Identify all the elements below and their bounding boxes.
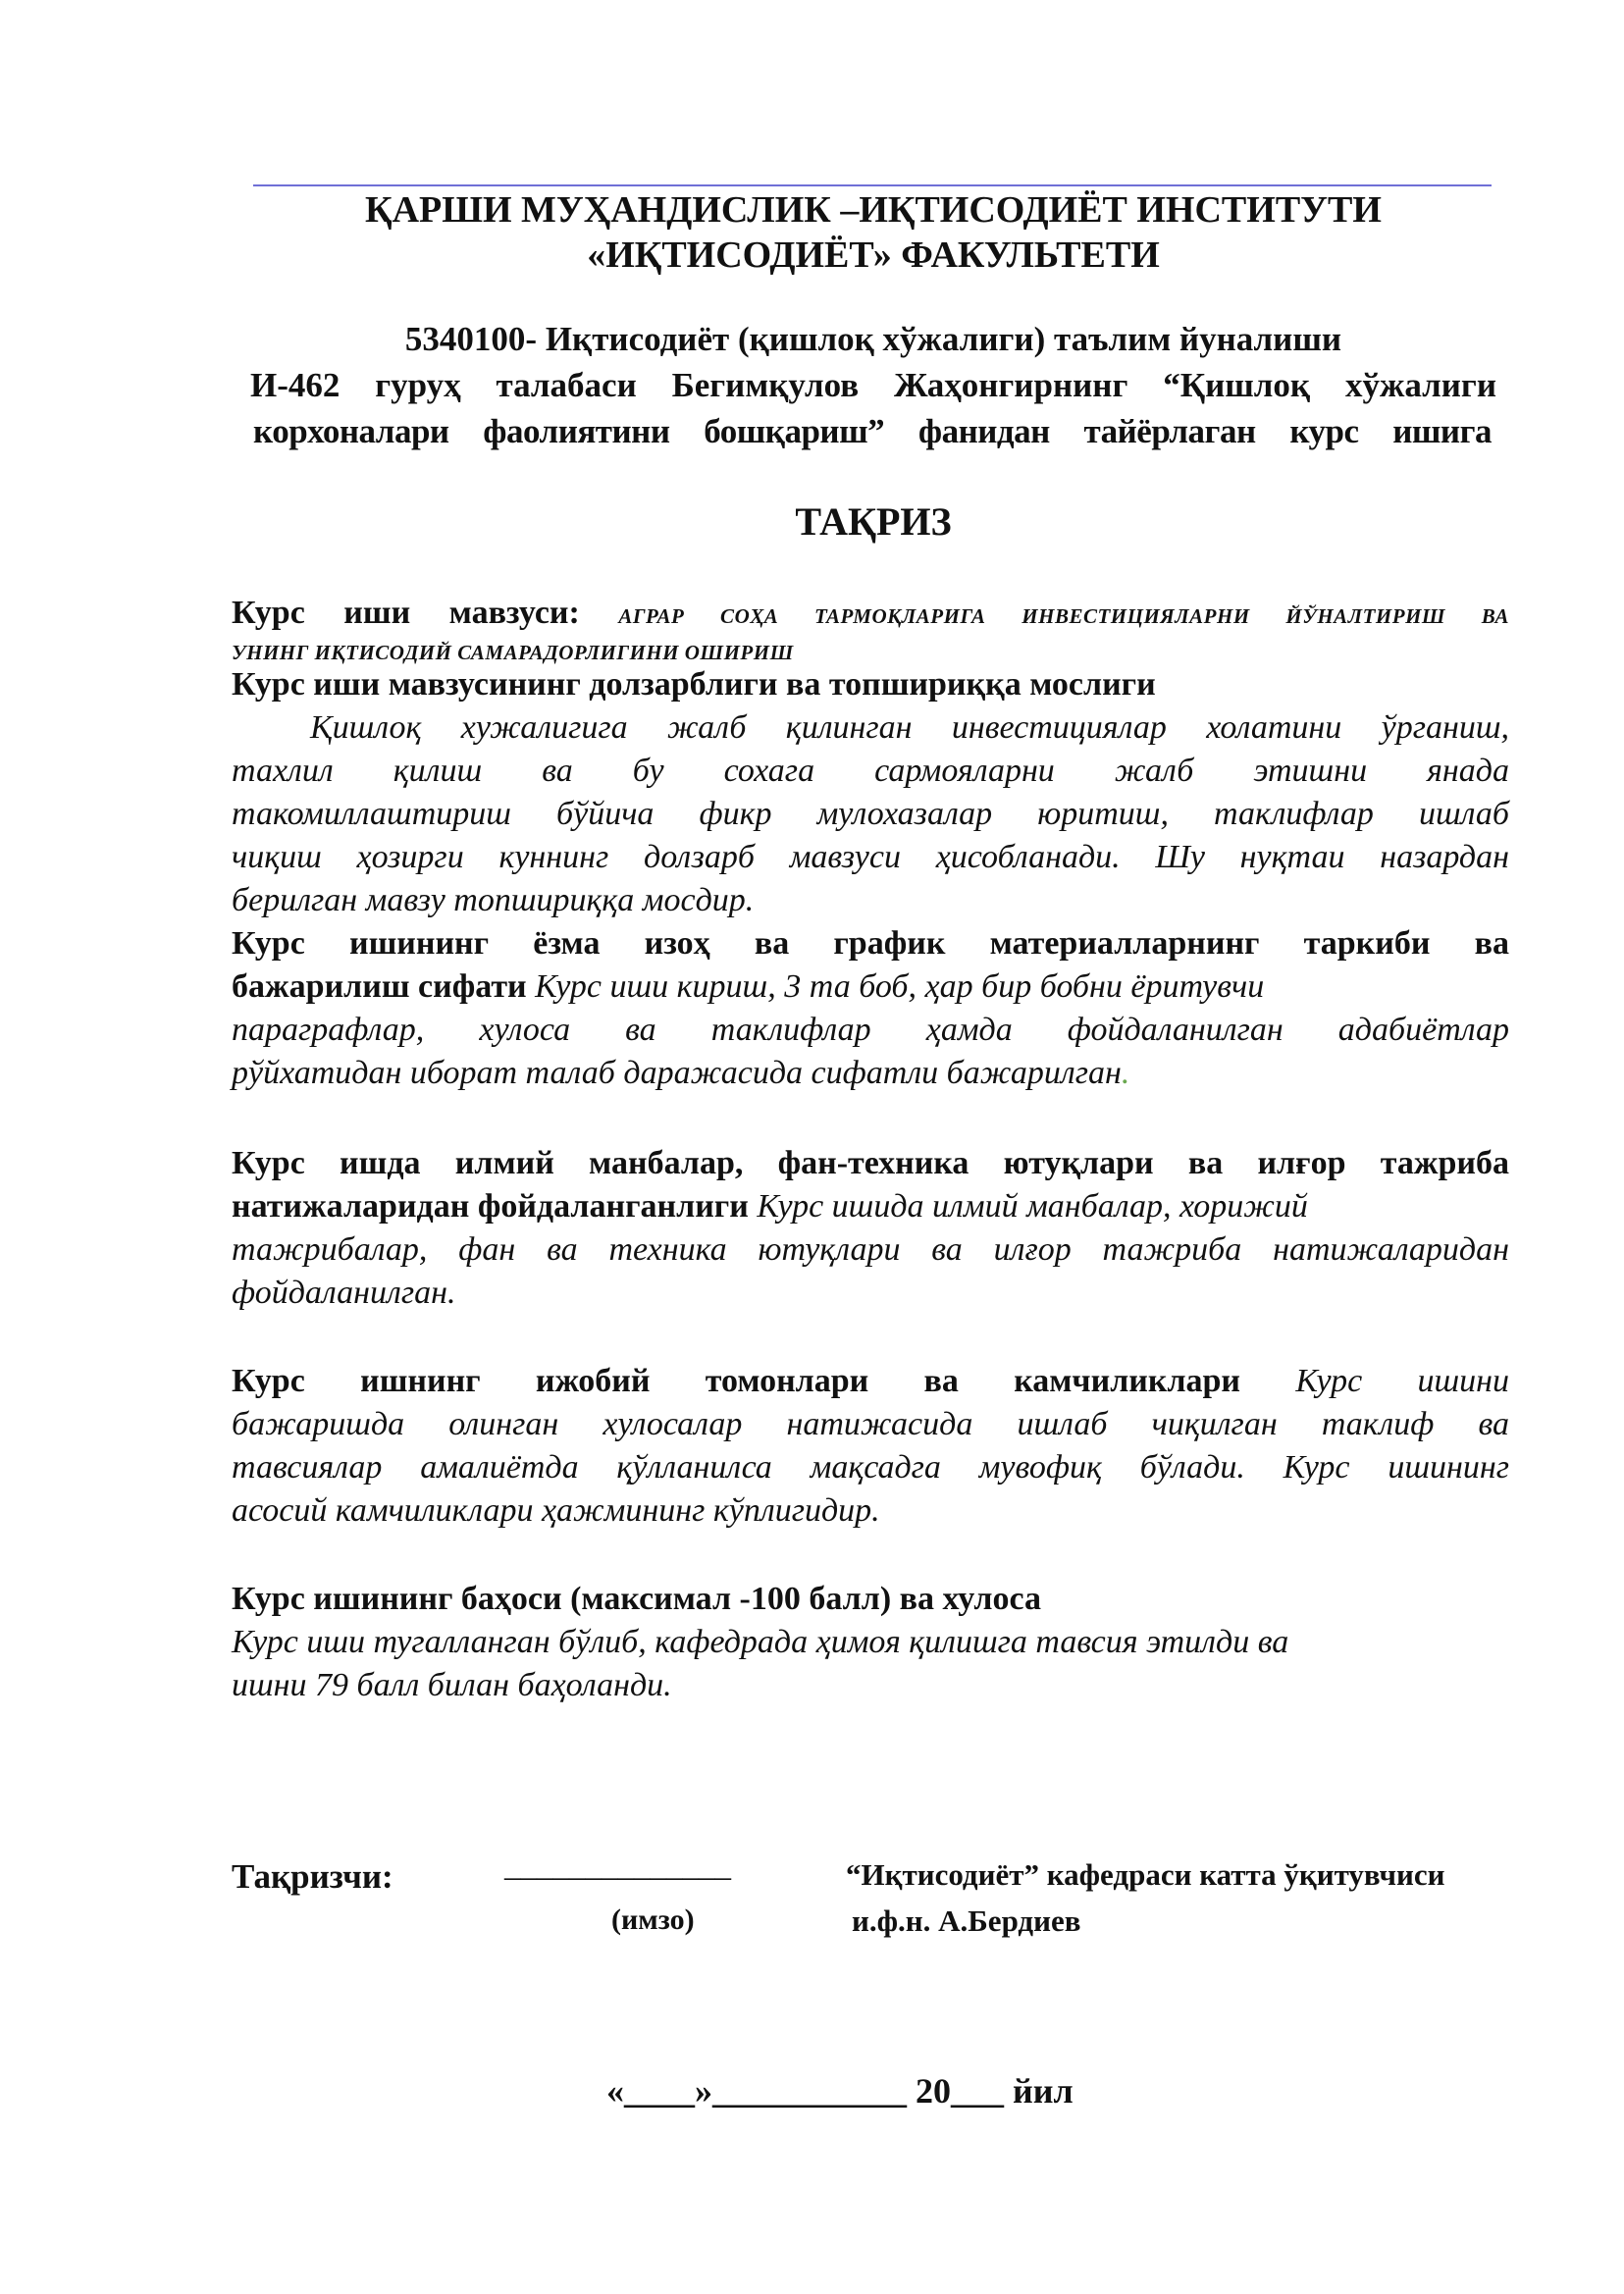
pros-cons-text-1: Курс ишини: [1240, 1363, 1509, 1399]
composition-text-3: параграфлар, хулоса ва таклифлар ҳамда фойдаланилган адабиётлар: [232, 1012, 1509, 1048]
composition-line-4: [232, 1052, 1509, 1095]
composition-heading-2: бажарилиш сифати: [232, 968, 527, 1005]
topic-line-1: [232, 597, 1509, 633]
signature-hint: (имзо): [611, 1903, 695, 1936]
sources-section: [232, 1142, 1509, 1315]
relevance-line-1: Қишлоқ хужалигига жалб қилинган инвестициялар холатини ўрганиш,: [310, 709, 1509, 746]
pros-cons-section: [232, 1360, 1509, 1533]
sources-text-2: Курс ишида илмий манбалар, хорижий: [748, 1188, 1308, 1225]
topic-section: [232, 597, 1509, 669]
grade-heading: Курс ишининг баҳоси (максимал -100 балл) ва хулоса: [232, 1581, 1041, 1617]
pros-cons-line-1: [232, 1360, 1509, 1403]
relevance-section: [232, 663, 1509, 922]
relevance-line-5: берилган мавзу топшириққа мосдир.: [232, 882, 755, 918]
pros-cons-text-4: асосий камчиликлари ҳажмининг кўплигидир.: [232, 1492, 880, 1529]
grade-section: [232, 1578, 1509, 1707]
reviewer-label: Тақризчи:: [232, 1857, 393, 1896]
composition-heading-1: Курс ишининг ёзма изоҳ ва график материалларнинг таркиби ва: [232, 925, 1509, 962]
pros-cons-text-3: тавсиялар амалиётда қўлланилса мақсадга мувофиқ бўлади. Курс ишининг: [232, 1449, 1509, 1486]
student-line-1: И-462 гуруҳ талабаси Бегимқулов Жаҳонгирнинг “Қишлоқ хўжалиги: [250, 366, 1496, 404]
topic-text-2: УНИНГ ИҚТИСОДИЙ САМАРАДОРЛИГИНИ ОШИРИШ: [232, 641, 794, 664]
sources-line-2: [232, 1185, 1509, 1228]
sources-heading-1: Курс ишда илмий манбалар, фан-техника ютуқлари ва илғор тажриба: [232, 1145, 1509, 1181]
header-rule: [253, 184, 1492, 186]
student-line-2: корхоналари фаолиятини бошқариш” фанидан тайёрлаган курс ишига: [253, 412, 1492, 450]
relevance-line-3: такомиллаштириш бўйича фикр мулохазалар юритиш, таклифлар ишлаб: [232, 796, 1509, 832]
relevance-heading: Курс иши мавзусининг долзарблиги ва топшириққа мослиги: [232, 666, 1156, 703]
composition-section: [232, 922, 1509, 1095]
specialty-line: 5340100- Иқтисодиёт (қишлоқ хўжалиги) таълим йуналиши: [404, 320, 1342, 358]
document-title: ТАҚРИЗ: [795, 499, 952, 544]
sources-text-4: фойдаланилган.: [232, 1275, 456, 1311]
relevance-line-2: тахлил қилиш ва бу сохага сармояларни жалб этишни янада: [232, 753, 1509, 789]
pros-cons-text-2: бажаришда олинган хулосалар натижасида ишлаб чиқилган таклиф ва: [232, 1406, 1509, 1442]
reviewer-role: “Иқтисодиёт” кафедраси катта ўқитувчиси: [846, 1857, 1445, 1892]
relevance-line-4: чиқиш ҳозирги куннинг долзарб мавзуси ҳисобланади. Шу нуқтаи назардан: [232, 839, 1509, 875]
composition-text-4: рўйхатидан иборат талаб даражасида сифатли бажарилган: [232, 1055, 1122, 1091]
topic-text-1: АГРАР СОҲА ТАРМОҚЛАРИГА ИНВЕСТИЦИЯЛАРНИ ЙЎНАЛТИРИШ ВА: [618, 604, 1510, 628]
reviewer-name: и.ф.н. А.Бердиев: [852, 1903, 1081, 1938]
sources-text-3: тажрибалар, фан ва техника ютуқлари ва илғор тажриба натижаларидан: [232, 1231, 1509, 1268]
topic-label: Курс иши мавзуси:: [232, 595, 580, 631]
composition-trailing-dot: .: [1121, 1055, 1130, 1091]
faculty-name: «ИҚТИСОДИЁТ» ФАКУЛЬТЕТИ: [587, 235, 1160, 276]
signature-line: ______________: [504, 1849, 731, 1884]
institute-name: ҚАРШИ МУҲАНДИСЛИК –ИҚТИСОДИЁТ ИНСТИТУТИ: [365, 189, 1382, 231]
grade-text-1: Курс иши тугалланган бўлиб, кафедрада ҳимоя қилишга тавсия этилди ва: [232, 1624, 1289, 1660]
composition-text-2: Курс иши кириш, 3 та боб, ҳар бир бобни ёритувчи: [526, 968, 1265, 1005]
pros-cons-heading: Курс ишнинг ижобий томонлари ва камчиликлари: [232, 1363, 1241, 1399]
grade-text-2: ишни 79 балл билан баҳоланди.: [232, 1667, 672, 1703]
composition-line-2: [232, 965, 1509, 1009]
date-line: «____»___________ 20___ йил: [606, 2071, 1074, 2111]
sources-heading-2: натижаларидан фойдаланганлиги: [232, 1188, 749, 1225]
